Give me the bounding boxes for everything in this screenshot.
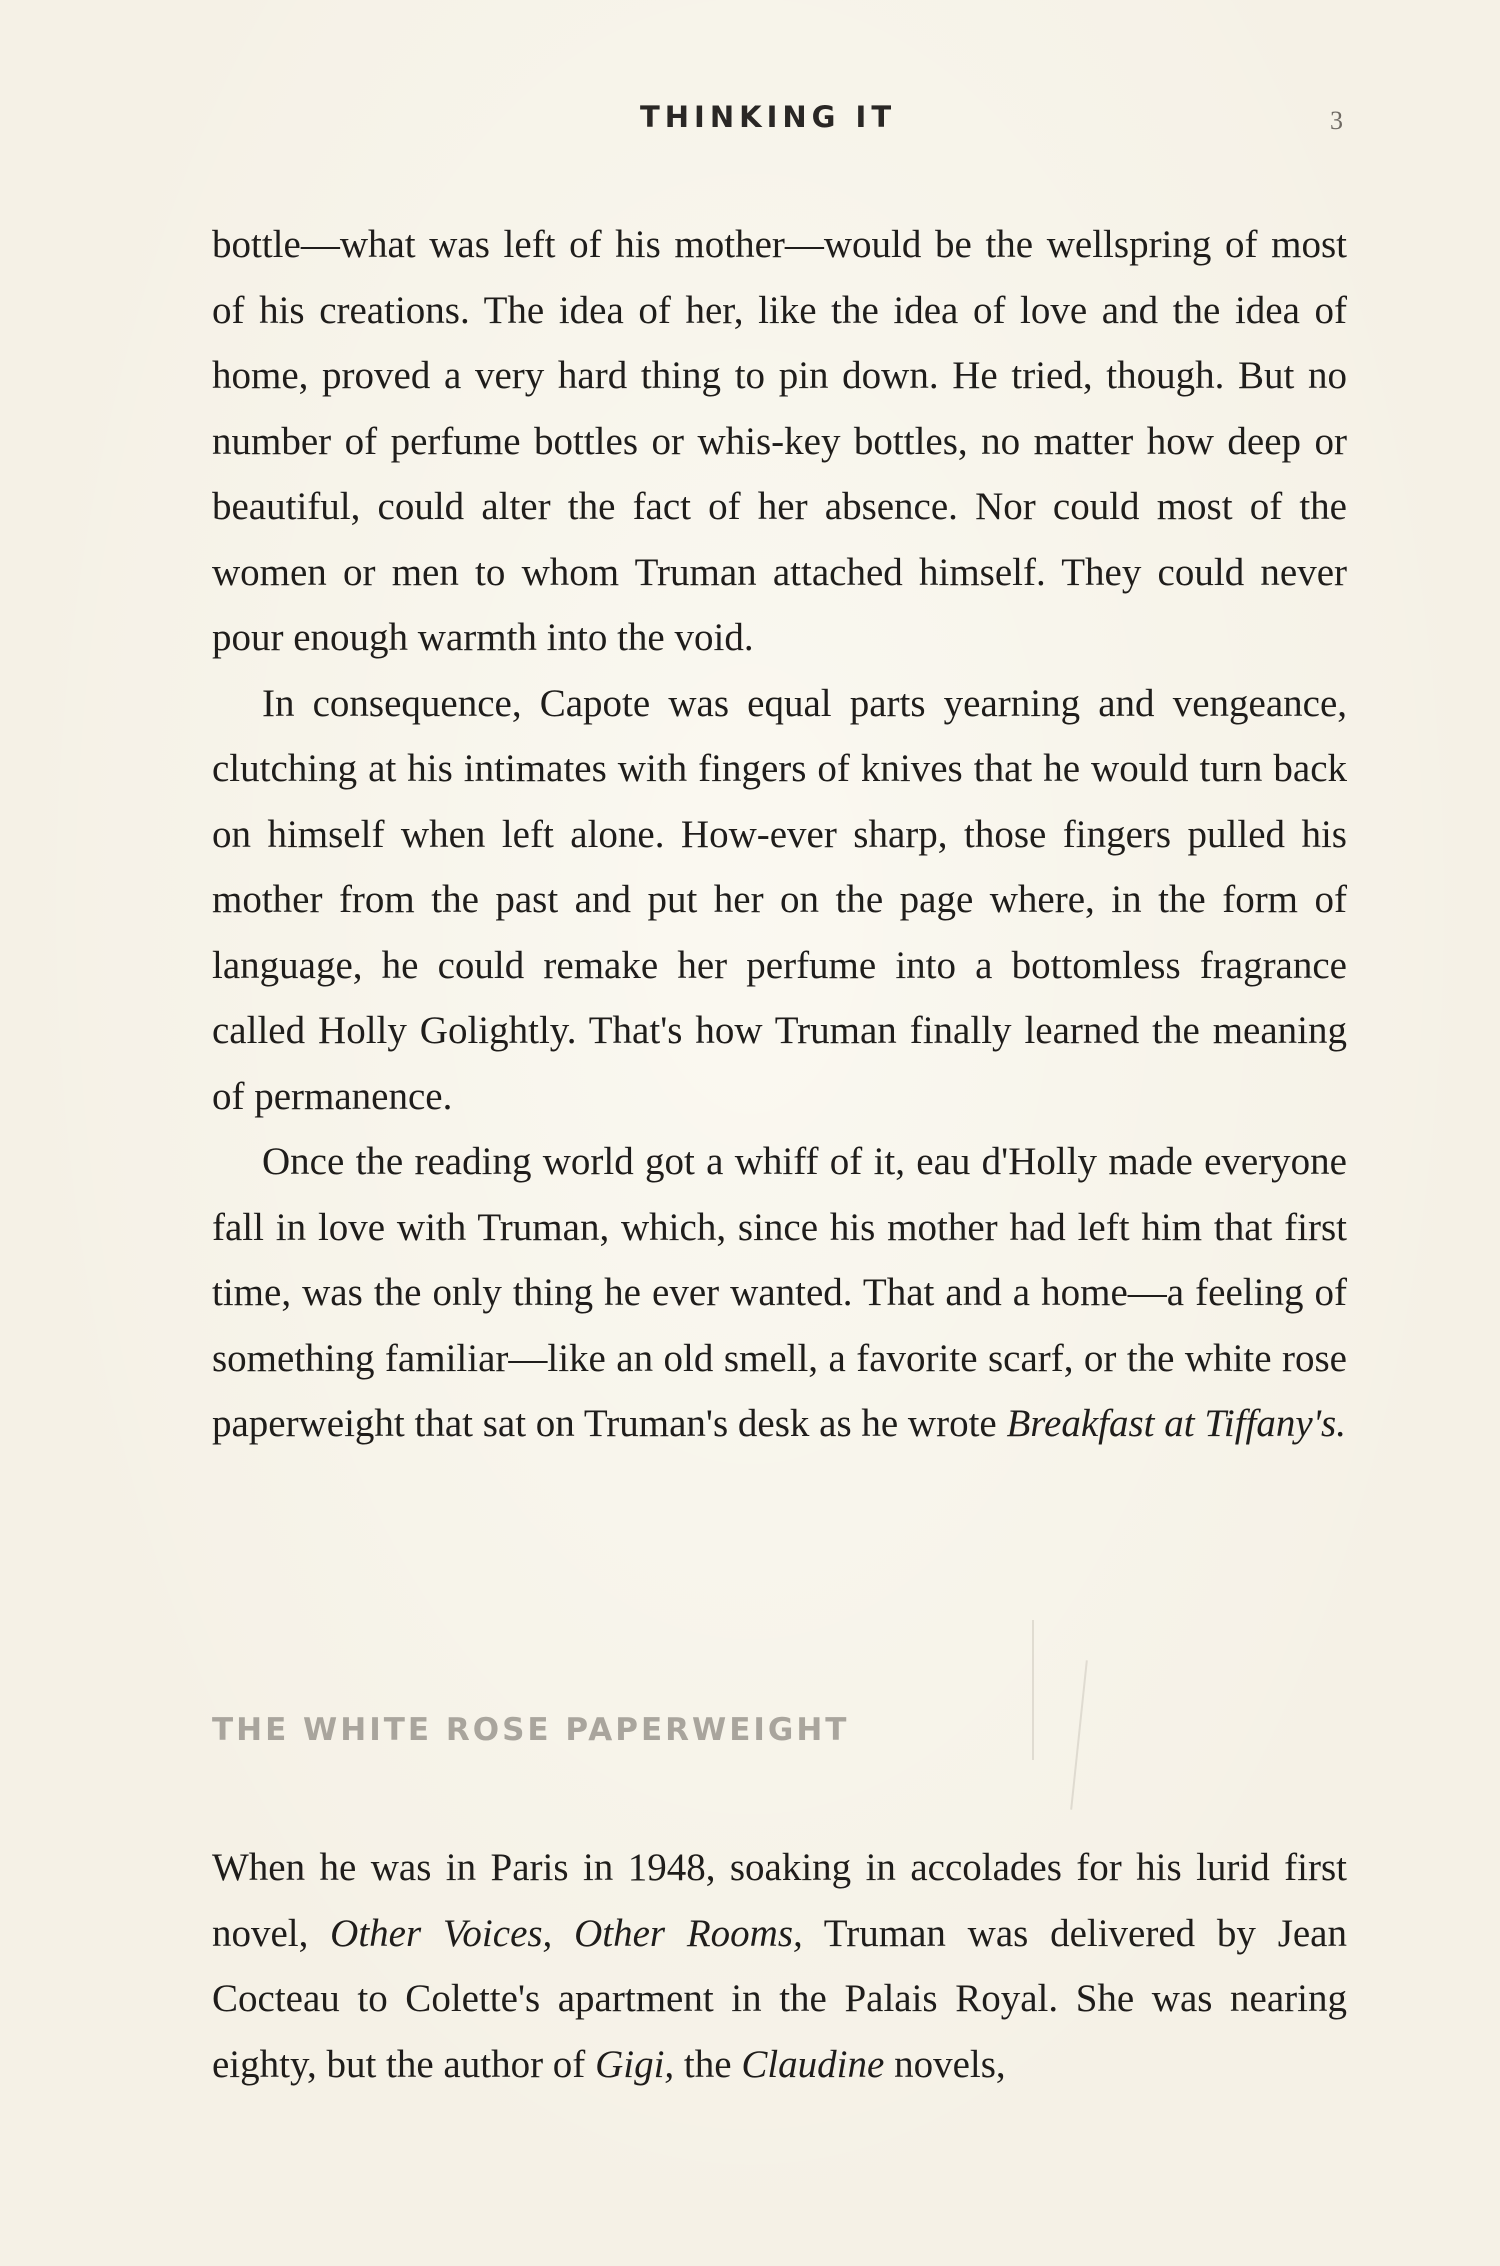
book-title-gigi: Gigi, — [595, 2042, 675, 2086]
scan-artifact-line — [1032, 1620, 1034, 1760]
section-p1-text-1: When he was in Paris in 1948, soaking in accolades for his lurid first novel, — [212, 1846, 1347, 1955]
section-p1-text-3: the — [674, 2042, 742, 2086]
body-text — [212, 212, 1347, 1457]
paragraph-1: bottle—what was left of his mother—would be the wellspring of most of his creations. The idea of her, like the idea of love and the idea of home, proved a very hard thing to pin down. He tried, though. But no number of perfume bottles or whis-key bottles, no matter how deep or beautiful, could alter the fact of her absence. Nor could most of the women or men to whom Truman attached himself. They could never pour enough warmth into the void. — [212, 223, 1347, 659]
paragraph-3 — [212, 1129, 1347, 1457]
section-paragraph-1 — [212, 1835, 1347, 2097]
book-title-other-voices: Other Voices, Other Rooms, — [330, 1911, 803, 1955]
book-title-breakfast: Breakfast at Tiffany's. — [1006, 1402, 1346, 1445]
paragraph-2: In consequence, Capote was equal parts yearning and vengeance, clutching at his intimates with fingers of knives that he would turn back on himself when left alone. How-ever sharp, those fingers pulled his mother from the past and put her on the page where, in the form of language, he could remake her perfume into a bottomless fragrance called Holly Golightly. That's how Truman finally learned the meaning of permanence. — [212, 681, 1347, 1118]
section-p1-text-4: novels, — [884, 2042, 1006, 2086]
paragraph-3-text: Once the reading world got a whiff of it, eau d'Holly made everyone fall in love with Truman, which, since his mother had left him that first time, was the only thing he ever wanted. That and a home—a feeling of something familiar—like an old smell, a favorite scarf, or the white rose paperweight that sat on Truman's desk as he wrote — [212, 1140, 1347, 1445]
running-head — [0, 100, 1500, 144]
section-heading: THE WHITE ROSE PAPERWEIGHT — [212, 1712, 850, 1748]
section-body-text — [212, 1835, 1347, 2097]
running-title: THINKING IT — [640, 100, 897, 134]
section-p1-text-2: Truman was delivered by Jean Cocteau to Colette's apartment in the Palais Royal. She was nearing eighty, but the author of — [212, 1911, 1347, 2086]
scan-artifact-line — [1070, 1660, 1088, 1809]
book-title-claudine: Claudine — [741, 2042, 885, 2086]
page-number: 3 — [1330, 106, 1343, 135]
